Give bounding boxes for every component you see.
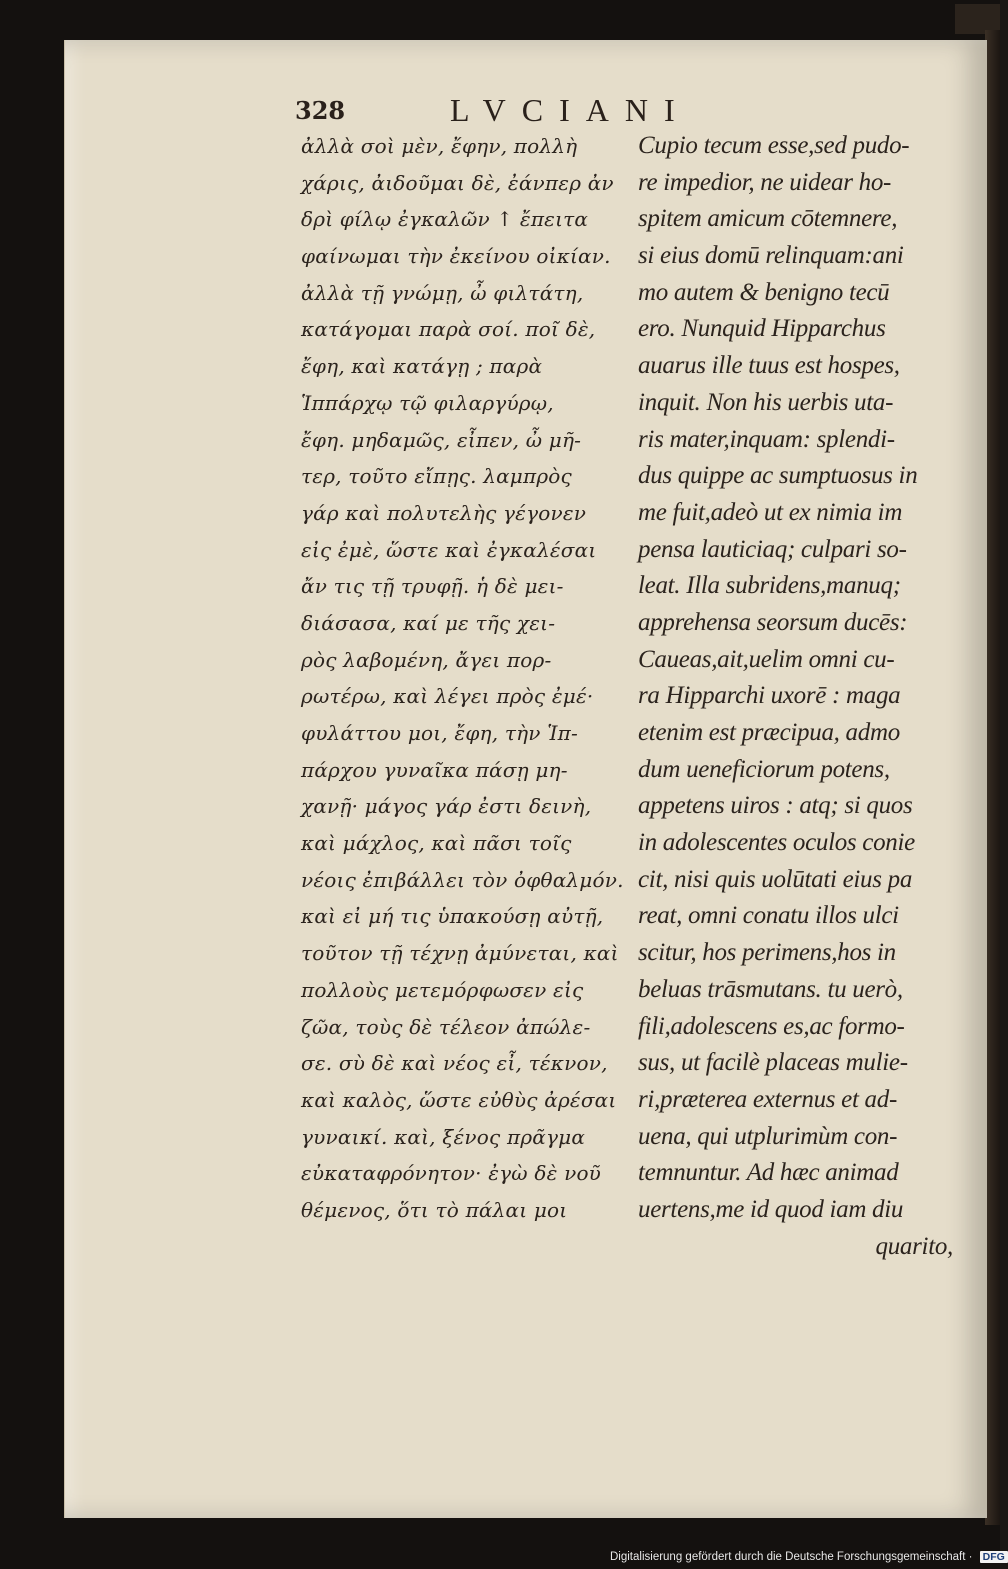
greek-text-line: πάρχου γυναῖκα πάσῃ μη-	[301, 757, 568, 782]
latin-text-line: quarito,	[875, 1232, 953, 1260]
greek-text-line: φαίνωμαι τὴν ἐκείνου οἰκίαν.	[301, 244, 611, 269]
latin-text-line: Cupio tecum esse,sed pudo-	[638, 132, 910, 159]
greek-text-line: γυναικί. καὶ, ξένος πρᾶγμα	[301, 1124, 586, 1149]
greek-text-line: νέοις ἐπιβάλλει τὸν ὀφθαλμόν.	[301, 867, 624, 892]
latin-text-line: apprehensa seorsum ducēs:	[638, 608, 908, 636]
greek-text-line: θέμενος, ὅτι τὸ πάλαι μοι	[301, 1197, 568, 1222]
greek-text-line: ἄν τις τῇ τρυφῇ. ἡ δὲ μει-	[301, 574, 564, 599]
latin-text-line: cit, nisi quis uolūtati eius pa	[638, 865, 913, 893]
latin-text-line: Caueas,ait,uelim omni cu-	[638, 645, 895, 673]
greek-text-line: καὶ μάχλος, καὶ πᾶσι τοῖς	[301, 831, 572, 856]
greek-text-line: εἰς ἐμὲ, ὥστε καὶ ἐγκαλέσαι	[301, 537, 597, 562]
page-number: 328	[295, 96, 346, 125]
latin-text-line: appetens uiros : atq; si quos	[638, 792, 913, 820]
greek-text-line: χανῇ· μάγος γάρ ἐστι δεινὴ,	[301, 794, 592, 819]
greek-text-line: διάσασα, καί με τῆς χει-	[301, 610, 556, 635]
latin-text-line: leat. Illa subridens,manuq;	[638, 572, 901, 600]
greek-text-line: ἀλλὰ τῇ γνώμῃ, ὦ φιλτάτη,	[301, 280, 584, 305]
greek-text-line: τερ, τοῦτο εἴπῃς. λαμπρὸς	[301, 464, 572, 489]
latin-text-line: temnuntur. Ad hæc animad	[638, 1159, 899, 1187]
latin-text-line: re impedior, ne uidear ho-	[638, 168, 892, 196]
latin-text-line: mo autem & benigno tecū	[638, 278, 890, 306]
greek-text-line: γάρ καὶ πολυτελὴς γέγονεν	[301, 500, 587, 525]
latin-text-line: spitem amicum cōtemnere,	[638, 205, 898, 233]
greek-text-line: κατάγομαι παρὰ σοί. ποῖ δὲ,	[301, 317, 596, 342]
latin-text-line: ero. Nunquid Hipparchus	[638, 315, 886, 343]
greek-text-line: φυλάττου μοι, ἔφη, τὴν Ἱπ-	[301, 721, 578, 745]
latin-text-line: scitur, hos perimens,hos in	[638, 939, 896, 967]
latin-text-line: reat, omni conatu illos ulci	[638, 902, 899, 930]
latin-text-line: fili,adolescens es,ac formo-	[638, 1012, 905, 1040]
greek-text-column	[301, 128, 623, 1229]
greek-text-line: ρὸς λαβομένη, ἄγει πορ-	[301, 647, 552, 672]
latin-text-line: ris mater,inquam: splendi-	[638, 425, 895, 453]
latin-text-line: ri,præterea externus et ad-	[638, 1085, 897, 1113]
latin-text-line: pensa lauticiaq; culpari so-	[638, 535, 907, 563]
greek-text-line: χάρις, ἀιδοῦμαι δὲ, ἐάνπερ ἀν	[301, 170, 614, 195]
greek-text-line: τοῦτον τῇ τέχνῃ ἀμύνεται, καὶ	[301, 941, 619, 966]
greek-text-line: ρωτέρω, καὶ λέγει πρὸς ἐμέ·	[301, 684, 594, 709]
greek-text-line: καὶ εἰ μή τις ὑπακούσῃ αὐτῇ,	[301, 904, 604, 929]
latin-text-line: me fuit,adeò ut ex nimia im	[638, 498, 903, 526]
latin-text-line: dum ueneficiorum potens,	[638, 755, 890, 783]
latin-text-line: dus quippe ac sumptuosus in	[638, 462, 918, 490]
greek-text-line: εὐκαταφρόνητον· ἐγὼ δὲ νοῦ	[301, 1161, 602, 1186]
latin-text-line: ra Hipparchi uxorē : maga	[638, 682, 901, 710]
latin-text-line: in adolescentes oculos conie	[638, 829, 915, 857]
greek-text-line: ζῶα, τοὺς δὲ τέλεον ἀπώλε-	[301, 1014, 591, 1039]
greek-text-line: πολλοὺς μετεμόρφωσεν εἰς	[301, 977, 584, 1002]
latin-text-line: uertens,me id quod iam diu	[638, 1195, 904, 1223]
latin-text-line: si eius domū relinquam:ani	[638, 242, 904, 270]
greek-text-line: δρὶ φίλῳ ἐγκαλῶν ↑ ἔπειτα	[301, 207, 589, 232]
latin-text-line: uena, qui utplurimùm con-	[638, 1122, 898, 1150]
greek-text-line: Ἱππάρχῳ τῷ φιλαργύρῳ,	[301, 390, 554, 415]
latin-text-column	[638, 128, 963, 1265]
greek-text-line: σε. σὺ δὲ καὶ νέος εἶ, τέκνον,	[301, 1051, 608, 1076]
greek-text-line: καὶ καλὸς, ὥστε εὐθὺς ἀρέσαι	[301, 1087, 617, 1112]
page-edge	[985, 30, 1000, 1525]
latin-text-line: sus, ut facilè placeas mulie-	[638, 1049, 908, 1077]
latin-text-line: beluas trāsmutans. tu uerò,	[638, 975, 903, 1003]
greek-text-line: ἀλλὰ σοὶ μὲν, ἔφην, πολλὴ	[301, 134, 578, 158]
credit-text: Digitalisierung gefördert durch die Deutsche Forschungsgemeinschaft ·	[610, 1551, 973, 1563]
greek-text-line: ἔφη, καὶ κατάγῃ ; παρὰ	[301, 354, 543, 379]
dfg-logo: DFG	[980, 1551, 1008, 1563]
latin-text-line: inquit. Non his uerbis uta-	[638, 388, 894, 416]
greek-text-line: ἔφη. μηδαμῶς, εἶπεν, ὦ μῆ-	[301, 427, 582, 452]
latin-text-line: auarus ille tuus est hospes,	[638, 352, 900, 380]
latin-text-line: etenim est præcipua, admo	[638, 719, 900, 746]
running-head: LVCIANI	[450, 92, 691, 128]
digitization-credit	[610, 1551, 1008, 1569]
